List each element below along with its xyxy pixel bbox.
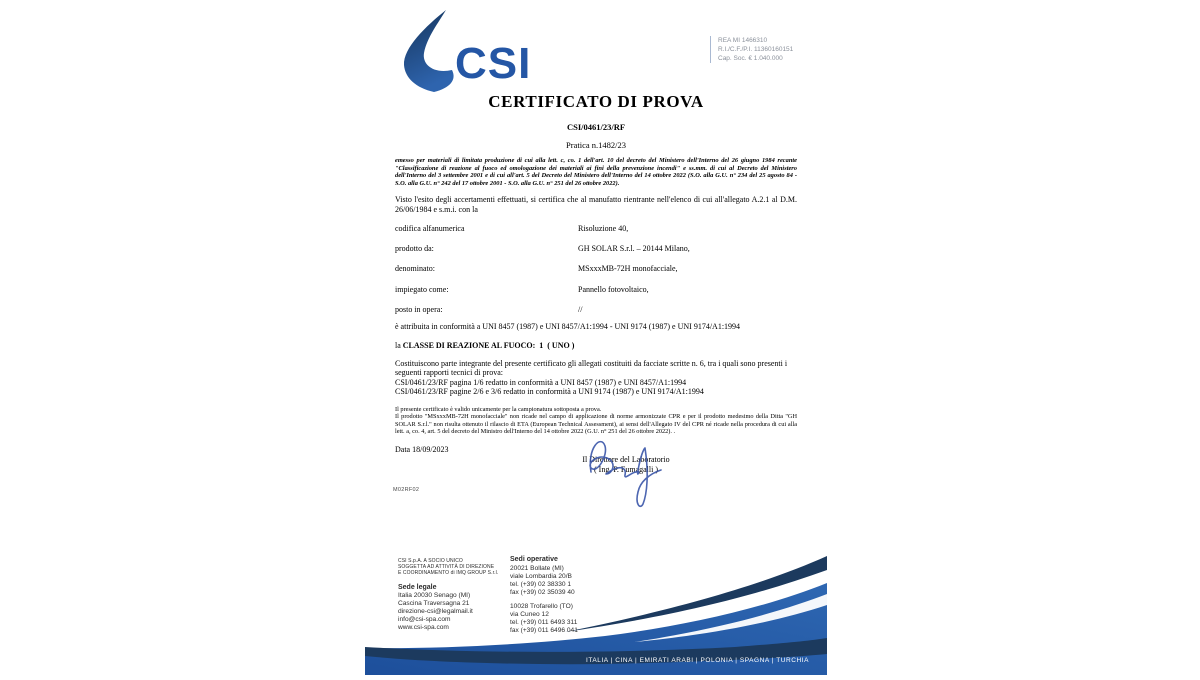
footer-company-line: E COORDINAMENTO di IMQ GROUP S.r.l. xyxy=(398,569,499,576)
detail-label: prodotto da: xyxy=(395,244,434,254)
detail-value: GH SOLAR S.r.l. – 20144 Milano, xyxy=(578,244,690,254)
annexes-intro: Costituiscono parte integrante del presente certificato gli allegati costituiti da facciate scritte n. 6, tra i quali sono presenti i seguenti rapporti tecnici di prova: xyxy=(395,359,788,378)
annex-report-1: CSI/0461/23/RF pagina 1/6 redatto in conformità a UNI 8457 (1987) e UNI 8457/A1:1994 xyxy=(395,377,687,387)
detail-value: MSxxxMB-72H monofacciale, xyxy=(578,264,678,274)
fire-class-prefix: la xyxy=(395,341,403,350)
footer-address-line: 10028 Trofarello (TO) xyxy=(510,603,573,610)
fire-class-value: CLASSE DI REAZIONE AL FUOCO: 1 ( UNO ) xyxy=(402,341,575,350)
signature-scribble xyxy=(577,430,677,510)
fire-class-line xyxy=(395,341,797,350)
pratica-number: Pratica n.1482/23 xyxy=(566,140,626,150)
detail-value: Pannello fotovoltaico, xyxy=(578,284,649,294)
footer-address-line: Cascina Traversagna 21 xyxy=(398,599,470,607)
table-row xyxy=(395,244,797,264)
csi-logo-swoosh-icon xyxy=(393,4,543,96)
detail-label: impiegato come: xyxy=(395,284,449,294)
table-row xyxy=(395,285,797,305)
certificate-title: CERTIFICATO DI PROVA xyxy=(488,92,704,111)
detail-label: codifica alfanumerica xyxy=(395,224,465,233)
footer-address-line: 20021 Bollate (MI) xyxy=(510,565,564,572)
footer-phone: tel. (+39) 011 6493 311 xyxy=(510,619,578,626)
registry-fiscal: R.I./C.F./P.I. 11360160151 xyxy=(718,46,794,53)
footer-countries-strip: ITALIA | CINA | EMIRATI ARABI | POLONIA | SPAGNA | TURCHIA xyxy=(586,657,809,664)
certificate-number: CSI/0461/23/RF xyxy=(566,122,626,132)
table-row xyxy=(395,224,797,244)
cpr-note: Il prodotto "MSxxxMB-72H monofacciale" non ricade nel campo di applicazione di norme armonizzate CPR e per il prodotto medesimo della Ditta "GH SOLAR S.r.l." non risulta ottenuto il rilascio di ETA (European Technical Assessment), ai sensi dell'Allegato IV del CPR né ricade nella procedura di cui alla lett. a, co. 4, art. 5 del decreto del Ministro dell'Interno del 14 ottobre 2022 (G.U. n° 251 del 26 ottobre 2022). . xyxy=(395,413,797,436)
footer-fax: fax (+39) 02 35039 40 xyxy=(510,589,575,596)
certificate-page xyxy=(365,0,827,675)
footer-legal-address xyxy=(398,559,503,632)
signatory-role: Il Direttore del Laboratorio xyxy=(582,455,670,464)
footer-address-line: via Cuneo 12 xyxy=(510,611,549,618)
signatory-name: ( Ing. P. Fumagalli ) xyxy=(594,465,658,474)
csi-logo xyxy=(393,4,543,96)
detail-label: posto in opera: xyxy=(395,304,443,314)
footer-email: info@csi-spa.com xyxy=(398,615,451,623)
footer-address-line: Italia 20030 Senago (MI) xyxy=(398,591,471,599)
visto-paragraph: Visto l'esito degli accertamenti effettuati, si certifica che al manufatto rientrante nell'elenco di cui all'allegato A.2.1 al D.M. 26/06/1984 e s.m.i. con la xyxy=(395,195,797,214)
footer-email-pec: direzione-csi@legalmail.it xyxy=(398,607,473,615)
footer-company-line: CSI S.p.A. A SOCIO UNICO xyxy=(398,558,463,564)
footer-fax: fax (+39) 011 6496 041 xyxy=(510,627,578,634)
footer-company-line: SOGGETTA AD ATTIVITÀ DI DIREZIONE xyxy=(398,563,495,570)
annexes-paragraph xyxy=(395,359,797,397)
detail-value: Risoluzione 40, xyxy=(578,224,629,233)
footer-website: www.csi-spa.com xyxy=(398,623,449,631)
details-table xyxy=(395,224,797,325)
issue-date: Data 18/09/2023 xyxy=(395,445,449,454)
conformity-line: è attribuita in conformità a UNI 8457 (1987) e UNI 8457/A1:1994 - UNI 9174 (1987) e UNI 9174/A1:1994 xyxy=(395,322,741,331)
company-registry-block xyxy=(710,36,793,63)
premise-paragraph: emesso per materiali di limitata produzione di cui alla lett. c, co. 1 dell'art. 10 del decreto del Ministero dell'Interno del 26 giugno 1984 recante "Classificazione di reazione al fuoco ed omologazione dei materiali ai fini della prevenzione incendi" e ss.mm. di cui al Decreto del Ministero dell'Interno del 3 settembre 2001 e di cui all'art. 5 del Decreto del Ministero dell'Interno del 14 ottobre 2022 (S.O. alla G.U. n° 234 del 25 agosto 84 - S.O. alla G.U. n° 242 del 17 ottobre 2001 - S.O. alla G.U. n° 251 del 26 ottobre 2022). xyxy=(395,157,797,187)
detail-value: // xyxy=(578,304,583,314)
signature-ink-icon xyxy=(577,430,677,510)
footer-operative-addresses xyxy=(510,556,620,635)
footer-phone: tel. (+39) 02 38330 1 xyxy=(510,581,572,588)
csi-logo-text: CSI xyxy=(455,39,532,88)
table-row xyxy=(395,264,797,284)
footer-sedi-operative-title: Sedi operative xyxy=(510,556,558,563)
registry-rea: REA MI 1466310 xyxy=(718,37,768,44)
footer-sede-legale-title: Sede legale xyxy=(398,583,437,591)
validity-line: Il presente certificato è valido unicamente per la campionatura sottoposta a prova. xyxy=(395,406,602,413)
registry-capital: Cap. Soc. € 1.040.000 xyxy=(718,55,783,62)
annex-report-2: CSI/0461/23/RF pagine 2/6 e 3/6 redatto in conformità a UNI 9174 (1987) e UNI 9174/A1:1994 xyxy=(395,387,704,397)
detail-label: denominato: xyxy=(395,264,435,274)
document-code: M02RF02 xyxy=(393,487,420,493)
footer-address-line: viale Lombardia 20/B xyxy=(510,573,572,580)
